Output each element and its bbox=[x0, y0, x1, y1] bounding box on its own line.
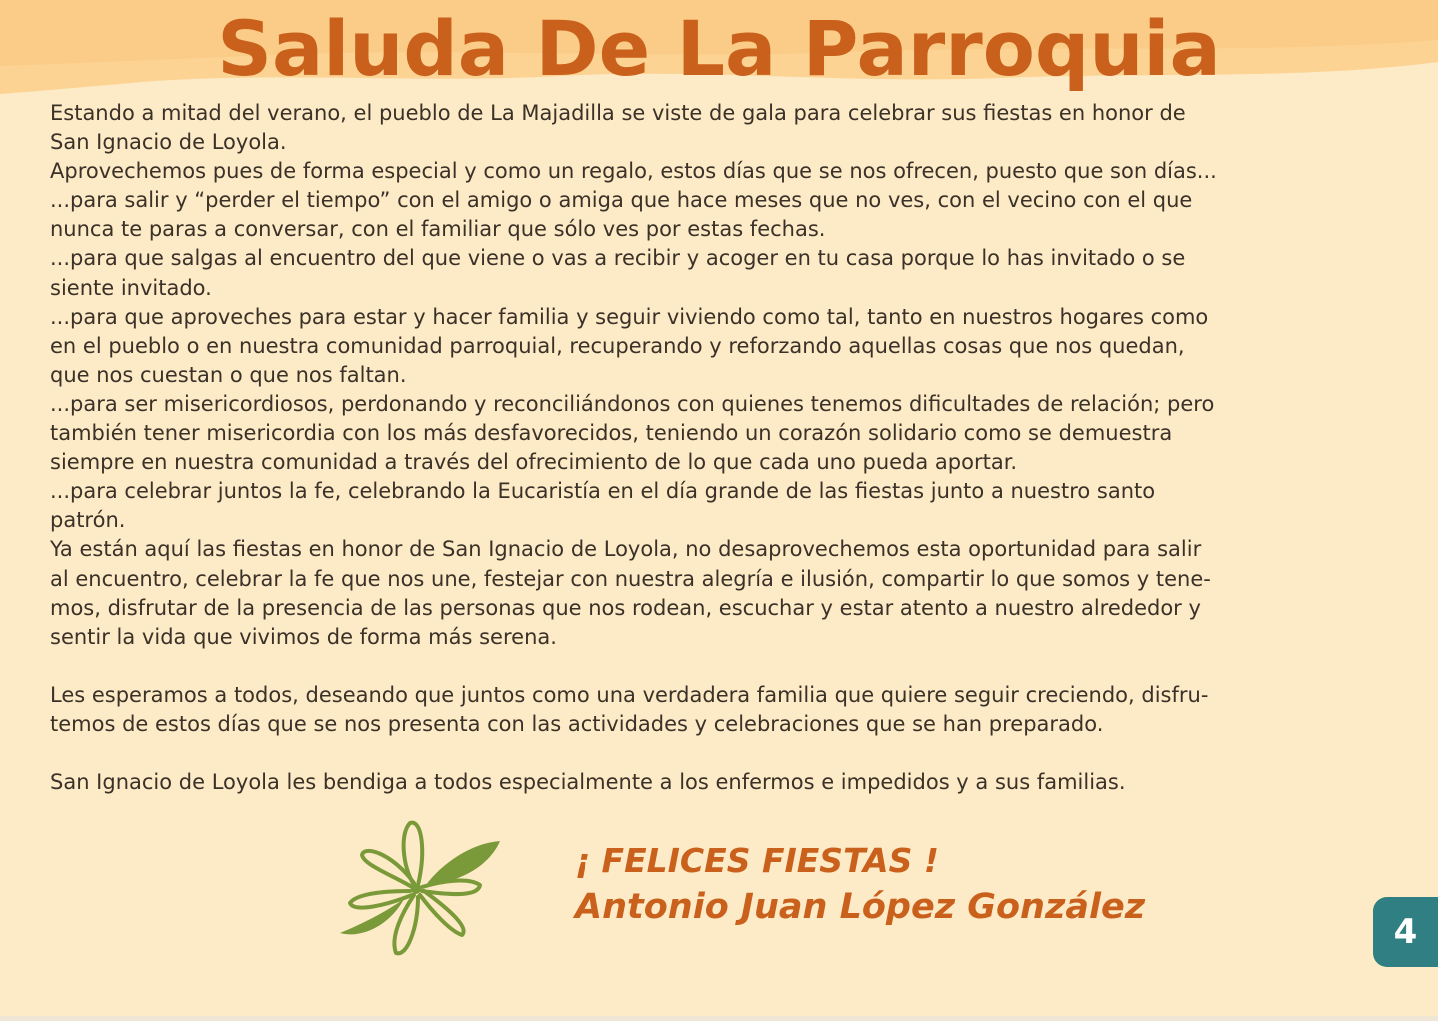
body-line: ...para salir y “perder el tiempo” con el amigo o amiga que hace meses que no ves, con el vecino con el que bbox=[50, 188, 1193, 213]
body-line: que nos cuestan o que nos faltan. bbox=[50, 362, 407, 387]
body-line: siempre en nuestra comunidad a través del ofrecimiento de lo que cada uno pueda aportar. bbox=[50, 450, 1018, 475]
body-line: ...para que aproveches para estar y hacer familia y seguir viviendo como tal, tanto en nuestros hogares como bbox=[50, 304, 1209, 329]
closing-block bbox=[575, 838, 1145, 930]
page-number-badge: 4 bbox=[1373, 897, 1438, 967]
paragraph-spacer bbox=[50, 739, 1395, 768]
closing-greeting: ¡ FELICES FIESTAS ! bbox=[575, 841, 939, 880]
body-line: San Ignacio de Loyola. bbox=[50, 130, 287, 155]
paragraph-spacer bbox=[50, 652, 1395, 681]
body-line: siente invitado. bbox=[50, 275, 212, 300]
body-line: al encuentro, celebrar la fe que nos une, festejar con nuestra alegría e ilusión, compartir lo que somos y tene- bbox=[50, 566, 1211, 591]
body-line: también tener misericordia con los más desfavorecidos, teniendo un corazón solidario como se demuestra bbox=[50, 421, 1173, 446]
body-line: ...para ser misericordiosos, perdonando y reconciliándonos con quienes tenemos dificultades de relación; pero bbox=[50, 391, 1215, 416]
body-line: sentir la vida que vivimos de forma más serena. bbox=[50, 624, 557, 649]
body-line: Aprovechemos pues de forma especial y como un regalo, estos días que se nos ofrecen, puesto que son días... bbox=[50, 159, 1217, 184]
body-line: nunca te paras a conversar, con el familiar que sólo ves por estas fechas. bbox=[50, 217, 826, 242]
body-line: patrón. bbox=[50, 508, 126, 533]
body-line: ...para celebrar juntos la fe, celebrando la Eucaristía en el día grande de las fiestas junto a nuestro santo bbox=[50, 479, 1156, 504]
body-line: en el pueblo o en nuestra comunidad parroquial, recuperando y reforzando aquellas cosas que nos quedan, bbox=[50, 333, 1185, 358]
bottom-edge bbox=[0, 1016, 1438, 1021]
flower-icon bbox=[332, 815, 507, 965]
body-line: Estando a mitad del verano, el pueblo de La Majadilla se viste de gala para celebrar sus fiestas en honor de bbox=[50, 101, 1186, 125]
body-line: mos, disfrutar de la presencia de las personas que nos rodean, escuchar y estar atento a nuestro alrededor y bbox=[50, 595, 1201, 620]
page-title: Saluda De La Parroquia bbox=[217, 4, 1221, 93]
body-line: temos de estos días que se nos presenta con las actividades y celebraciones que se han preparado. bbox=[50, 711, 1104, 736]
message-body bbox=[50, 99, 1395, 797]
author-signature: Antonio Juan López González bbox=[575, 887, 1146, 927]
body-line: Ya están aquí las fiestas en honor de San Ignacio de Loyola, no desaprovechemos esta oportunidad para salir bbox=[50, 537, 1202, 562]
body-line: ...para que salgas al encuentro del que viene o vas a recibir y acoger en tu casa porque lo has invitado o se bbox=[50, 246, 1186, 271]
body-line: Les esperamos a todos, deseando que juntos como una verdadera familia que quiere seguir creciendo, disfru- bbox=[50, 682, 1209, 707]
body-line: San Ignacio de Loyola les bendiga a todos especialmente a los enfermos e impedidos y a sus familias. bbox=[50, 770, 1126, 795]
